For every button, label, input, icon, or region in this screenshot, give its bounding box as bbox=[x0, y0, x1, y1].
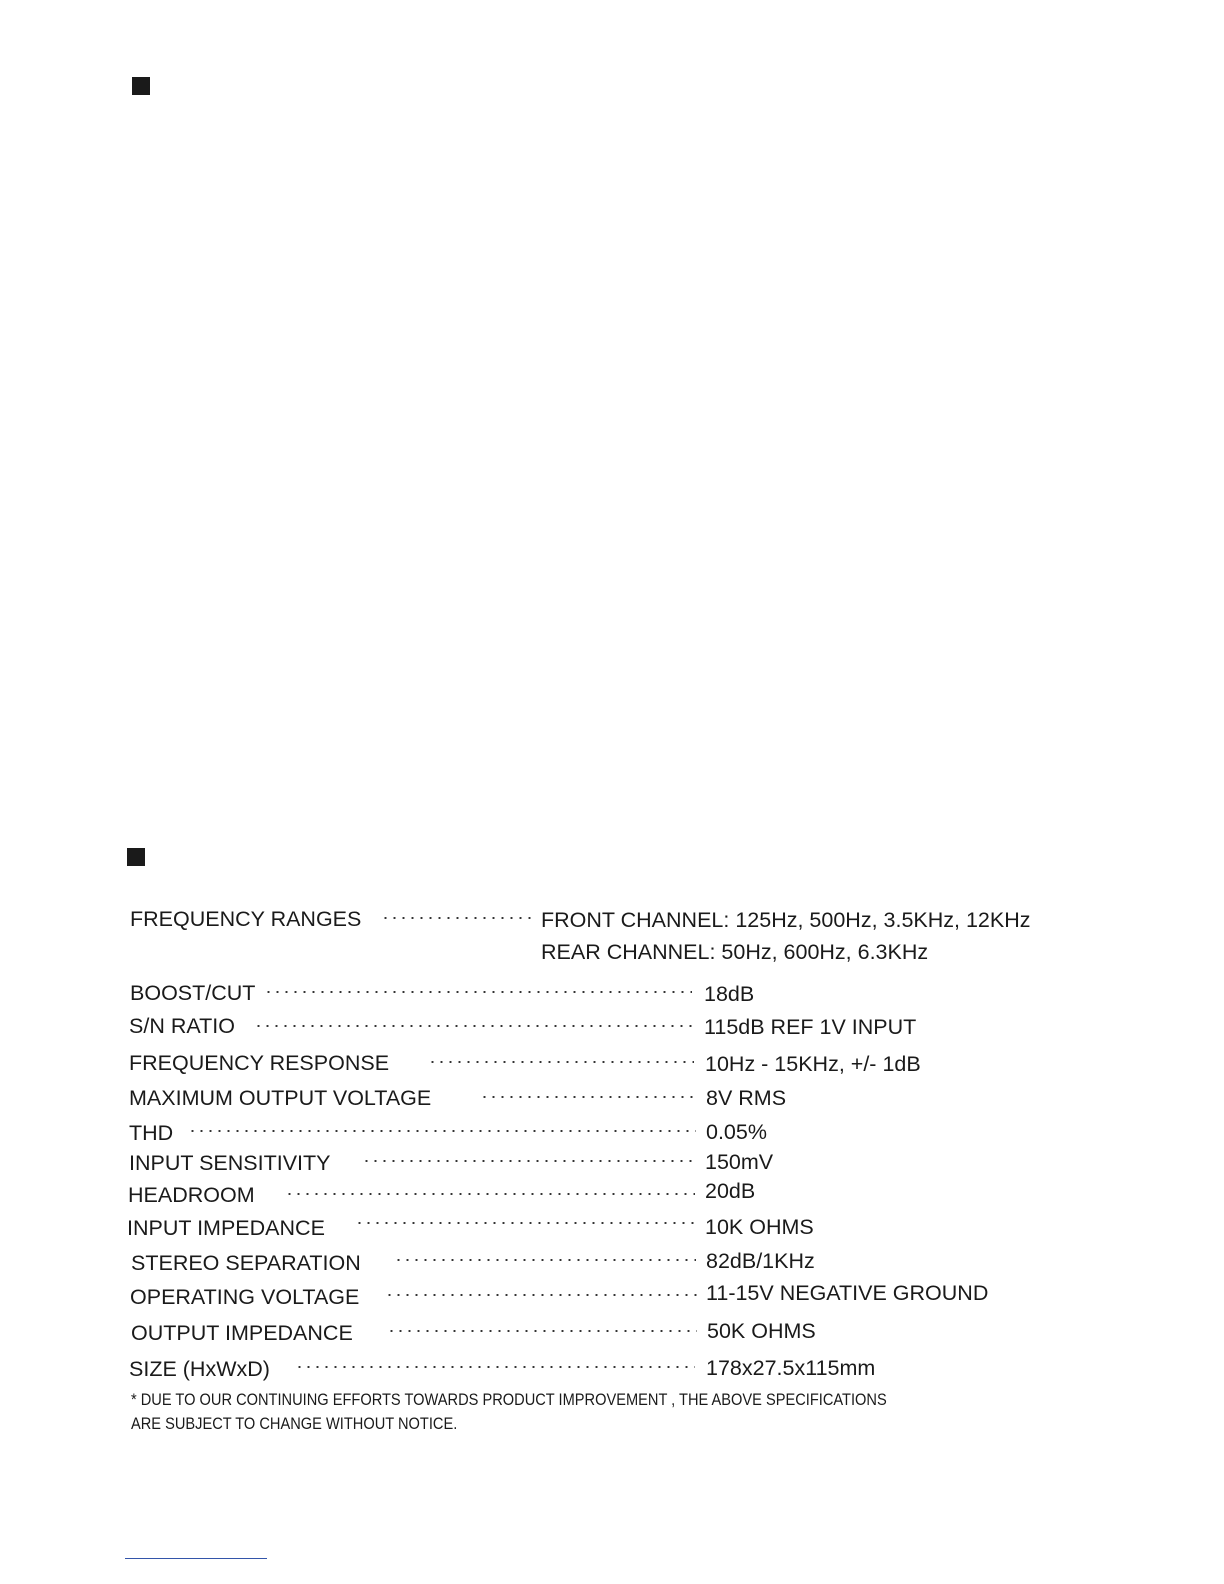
spec-value-front-channel: FRONT CHANNEL: 125Hz, 500Hz, 3.5KHz, 12KHz bbox=[541, 908, 1031, 932]
spec-value-headroom: 20dB bbox=[705, 1179, 756, 1203]
spec-label-output-impedance: OUTPUT IMPEDANCE bbox=[131, 1321, 353, 1345]
spec-label-stereo-separation: STEREO SEPARATION bbox=[131, 1251, 361, 1275]
spec-value-thd: 0.05% bbox=[706, 1120, 767, 1144]
leader-dots bbox=[394, 1259, 696, 1261]
leader-dots bbox=[254, 1025, 694, 1027]
spec-label-input-impedance: INPUT IMPEDANCE bbox=[127, 1216, 325, 1240]
leader-dots bbox=[362, 1160, 698, 1162]
leader-dots bbox=[285, 1193, 695, 1195]
leader-dots bbox=[188, 1130, 696, 1132]
disclaimer-line-2: ARE SUBJECT TO CHANGE WITHOUT NOTICE. bbox=[131, 1414, 458, 1433]
disclaimer-line-1: * DUE TO OUR CONTINUING EFFORTS TOWARDS PRODUCT IMPROVEMENT , THE ABOVE SPECIFICATIONS bbox=[131, 1390, 887, 1409]
leader-dots bbox=[428, 1061, 694, 1063]
leader-dots bbox=[355, 1222, 695, 1224]
footer-divider bbox=[125, 1558, 267, 1559]
spec-label-frequency-ranges: FREQUENCY RANGES bbox=[130, 907, 362, 931]
leader-dots bbox=[387, 1330, 697, 1332]
spec-label-input-sensitivity: INPUT SENSITIVITY bbox=[129, 1151, 331, 1175]
leader-dots bbox=[480, 1096, 694, 1098]
spec-label-operating-voltage: OPERATING VOLTAGE bbox=[130, 1285, 360, 1309]
spec-label-maximum-output-voltage: MAXIMUM OUTPUT VOLTAGE bbox=[129, 1086, 432, 1110]
spec-value-frequency-response: 10Hz - 15KHz, +/- 1dB bbox=[705, 1052, 921, 1076]
spec-label-boost-cut: BOOST/CUT bbox=[130, 981, 256, 1005]
spec-value-operating-voltage: 11-15V NEGATIVE GROUND bbox=[706, 1281, 989, 1305]
spec-value-maximum-output-voltage: 8V RMS bbox=[706, 1086, 787, 1110]
spec-label-headroom: HEADROOM bbox=[128, 1183, 255, 1207]
section-bullet-icon bbox=[132, 77, 150, 95]
spec-value-stereo-separation: 82dB/1KHz bbox=[706, 1249, 815, 1273]
spec-value-output-impedance: 50K OHMS bbox=[707, 1319, 816, 1343]
spec-label-sn-ratio: S/N RATIO bbox=[129, 1014, 235, 1038]
spec-value-input-impedance: 10K OHMS bbox=[705, 1215, 814, 1239]
spec-value-size: 178x27.5x115mm bbox=[706, 1356, 876, 1380]
spec-value-input-sensitivity: 150mV bbox=[705, 1150, 774, 1174]
spec-label-thd: THD bbox=[129, 1121, 174, 1145]
spec-value-sn-ratio: 115dB REF 1V INPUT bbox=[704, 1015, 917, 1039]
leader-dots bbox=[381, 917, 531, 919]
spec-label-frequency-response: FREQUENCY RESPONSE bbox=[129, 1051, 390, 1075]
leader-dots bbox=[264, 991, 692, 993]
leader-dots bbox=[295, 1366, 695, 1368]
spec-value-boost-cut: 18dB bbox=[704, 982, 755, 1006]
leader-dots bbox=[385, 1294, 697, 1296]
spec-value-rear-channel: REAR CHANNEL: 50Hz, 600Hz, 6.3KHz bbox=[541, 940, 929, 964]
specifications-bullet-icon bbox=[127, 848, 145, 866]
spec-label-size: SIZE (HxWxD) bbox=[129, 1357, 270, 1381]
